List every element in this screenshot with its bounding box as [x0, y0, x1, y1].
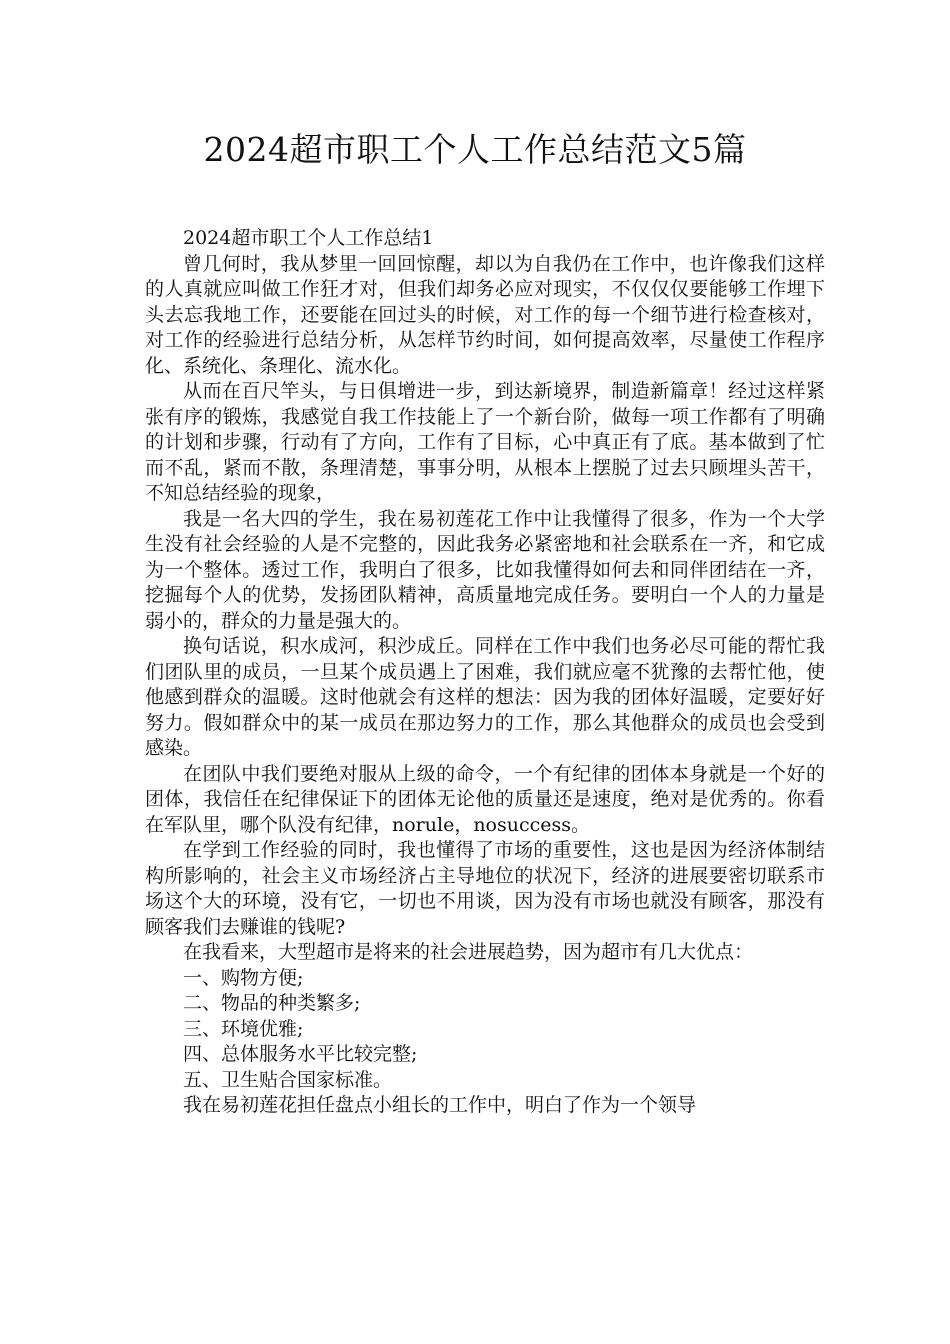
list-item: 三、环境优雅; [183, 1017, 304, 1040]
document-title: 2024超市职工个人工作总结范文5篇 [203, 130, 747, 169]
paragraph-7: 在我看来，大型超市是将来的社会进展趋势，因为超市有几大优点： [183, 941, 754, 963]
list-item: 五、卫生贴合国家标准。 [183, 1068, 393, 1091]
paragraph-5: 在团队中我们要绝对服从上级的命令，一个有纪律的团体本身就是一个好的团体，我信任在纪律保证下的团体无论他的质量还是速度，绝对是优秀的。你看在军队里，哪个队没有纪律，norule，nosuccess。 [145, 762, 825, 836]
paragraph-3: 我是一名大四的学生，我在易初莲花工作中让我懂得了很多，作为一个大学生没有社会经验的人是不完整的，因此我务必紧密地和社会联系在一齐，和它成为一个整体。透过工作，我明白了很多，比如我懂得如何去和同伴团结在一齐，挖掘每个人的优势，发扬团队精神，高质量地完成任务。要明白一个人的力量是弱小的，群众的力量是强大的。 [145, 507, 825, 632]
list-item: 一、购物方便; [183, 966, 304, 989]
paragraph-2: 从而在百尺竿头，与日俱增进一步，到达新境界，制造新篇章！经过这样紧张有序的锻炼，我感觉自我工作技能上了一个新台阶，做每一项工作都有了明确的计划和步骤，行动有了方向，工作有了目标，心中真正有了底。基本做到了忙而不乱，紧而不散，条理清楚，事事分明，从根本上摆脱了过去只顾埋头苦干，不知总结经验的现象， [145, 380, 825, 504]
paragraph-1: 曾几何时，我从梦里一回回惊醒，却以为自我仍在工作中，也许像我们这样的人真就应叫做工作狂才对，但我们却务必应对现实，不仅仅仅要能够工作埋下头去忘我地工作，还要能在回过头的时候，对工作的每一个细节进行检查核对，对工作的经验进行总结分析，从怎样节约时间，如何提高效率，尽量使工作程序化、系统化、条理化、流水化。 [145, 252, 825, 377]
paragraph-4: 换句话说，积水成河，积沙成丘。同样在工作中我们也务必尽可能的帮忙我们团队里的成员，一旦某个成员遇上了困难，我们就应毫不犹豫的去帮忙他，使他感到群众的温暖。这时他就会有这样的想法：因为我的团体好温暖，定要好好努力。假如群众中的某一成员在那边努力的工作，那么其他群众的成员也会受到感染。 [145, 635, 825, 759]
list-item: 四、总体服务水平比较完整; [183, 1043, 418, 1065]
paragraph-6: 在学到工作经验的同时，我也懂得了市场的重要性，这也是因为经济体制结构所影响的，社会主义市场经济占主导地位的状况下，经济的进展要密切联系市场这个大的环境，没有它，一切也不用谈，因为没有市场也就没有顾客，那没有顾客我们去赚谁的钱呢? [145, 839, 825, 938]
closing-paragraph: 我在易初莲花担任盘点小组长的工作中，明白了作为一个领导 [183, 1094, 697, 1116]
document-body [145, 226, 825, 1119]
list-item: 二、物品的种类繁多; [183, 992, 361, 1014]
section-heading: 2024超市职工个人工作总结1 [183, 227, 434, 249]
